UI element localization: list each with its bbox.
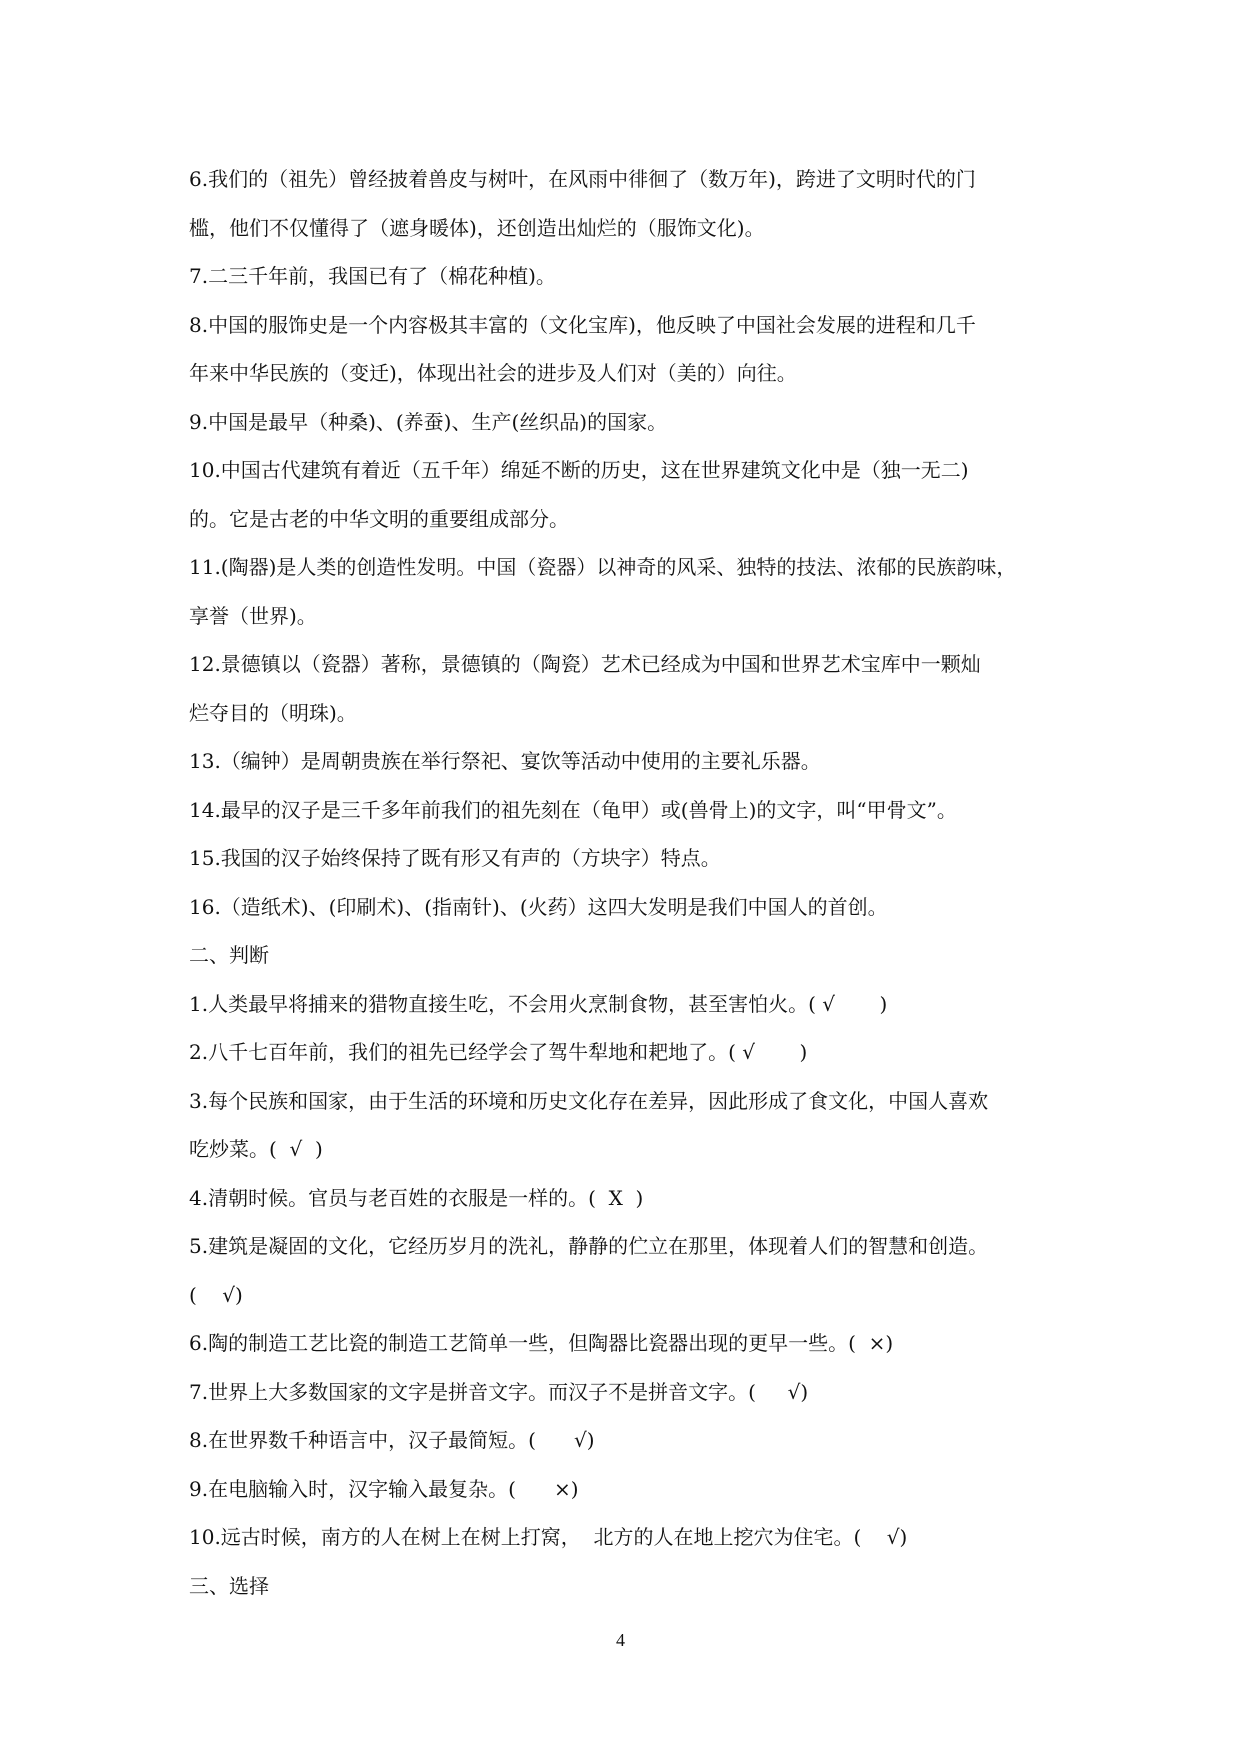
text-line: 10.远古时候，南方的人在树上在树上打窝， 北方的人在地上挖穴为住宅。( √) <box>189 1525 908 1549</box>
text-line: 的。它是古老的中华文明的重要组成部分。 <box>189 506 569 531</box>
text-line: 9.中国是最早（种桑)、(养蚕)、生产(丝织品)的国家。 <box>189 409 668 434</box>
text-line: 6.陶的制造工艺比瓷的制造工艺简单一些，但陶器比瓷器出现的更早一些。( ×) <box>189 1331 894 1355</box>
text-line: 烂夺目的（明珠)。 <box>189 700 357 725</box>
text-line: 15.我国的汉子始终保持了既有形又有声的（方块字）特点。 <box>189 846 721 870</box>
text-line: 11.(陶器)是人类的创造性发明。中国（瓷器）以神奇的风采、独特的技法、浓郁的民族韵味， <box>189 555 1017 579</box>
text-line: ( √) <box>189 1282 243 1307</box>
text-line: 3.每个民族和国家，由于生活的环境和历史文化存在差异，因此形成了食文化，中国人喜欢 <box>189 1088 989 1113</box>
text-line: 12.景德镇以（瓷器）著称，景德镇的（陶瓷）艺术已经成为中国和世界艺术宝库中一颗灿 <box>189 652 981 676</box>
text-line: 8.在世界数千种语言中，汉子最简短。( √) <box>189 1428 595 1452</box>
text-line: 6.我们的（祖先）曾经披着兽皮与树叶，在风雨中徘徊了（数万年)，跨进了文明时代的门 <box>189 167 976 191</box>
page-number: 4 <box>616 1630 625 1650</box>
text-line: 13.（编钟）是周朝贵族在举行祭祀、宴饮等活动中使用的主要礼乐器。 <box>189 749 821 773</box>
text-line: 1.人类最早将捕来的猎物直接生吃，不会用火烹制食物，甚至害怕火。( √ ) <box>189 991 888 1016</box>
text-line: 9.在电脑输入时，汉字输入最复杂。( ×) <box>189 1476 579 1501</box>
text-line: 5.建筑是凝固的文化，它经历岁月的洗礼，静静的伫立在那里，体现着人们的智慧和创造。 <box>189 1234 989 1258</box>
text-line: 吃炒菜。( √ ) <box>189 1137 323 1161</box>
text-line: 7.世界上大多数国家的文字是拼音文字。而汉子不是拼音文字。( √) <box>189 1379 809 1404</box>
text-line: 16.（造纸术)、(印刷术)、(指南针)、(火药）这四大发明是我们中国人的首创。 <box>189 894 888 919</box>
document-body <box>189 155 1059 1610</box>
text-line: 2.八千七百年前，我们的祖先已经学会了驾牛犁地和耙地了。( √ ) <box>189 1040 808 1064</box>
text-line: 8.中国的服饰史是一个内容极其丰富的（文化宝库)，他反映了中国社会发展的进程和几千 <box>189 312 976 337</box>
section-heading-choice: 三、选择 <box>189 1573 269 1598</box>
text-line: 10.中国古代建筑有着近（五千年）绵延不断的历史，这在世界建筑文化中是（独一无二) <box>189 458 969 482</box>
text-line: 槛，他们不仅懂得了（遮身暖体)，还创造出灿烂的（服饰文化)。 <box>189 215 765 240</box>
text-line: 4.清朝时候。官员与老百姓的衣服是一样的。( X ) <box>189 1185 644 1210</box>
text-line: 年来中华民族的（变迁)，体现出社会的进步及人们对（美的）向往。 <box>189 361 797 385</box>
text-line: 享誉（世界)。 <box>189 603 317 628</box>
section-heading-judgement: 二、判断 <box>189 943 269 967</box>
text-line: 7.二三千年前，我国已有了（棉花种植)。 <box>189 264 556 288</box>
text-line: 14.最早的汉子是三千多年前我们的祖先刻在（龟甲）或(兽骨上)的文字，叫“甲骨文”。 <box>189 797 957 822</box>
